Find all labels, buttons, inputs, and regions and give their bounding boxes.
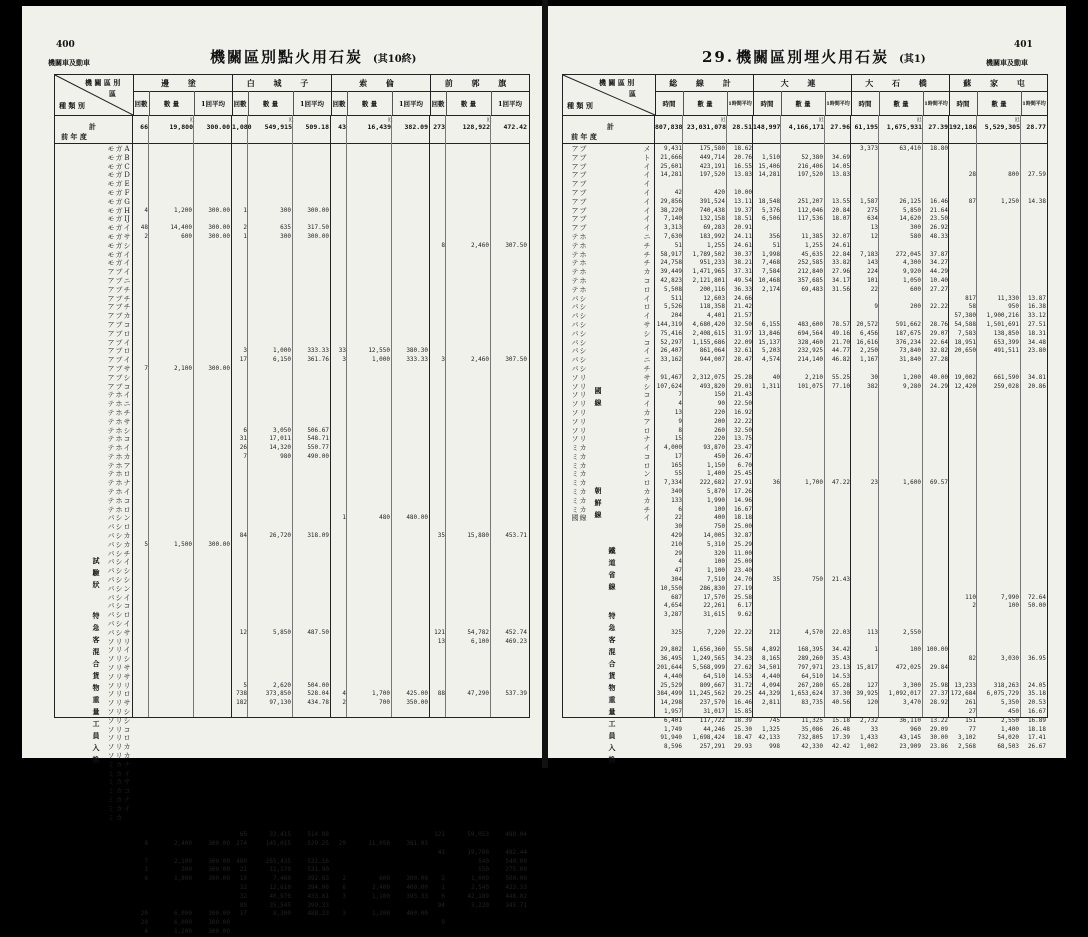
left-g3-sub-count: 回數: [430, 91, 447, 115]
right-g2-sub-qty: 數 量: [879, 91, 924, 115]
left-g2-sub-avg: 1回平均: [398, 99, 424, 108]
left-corner-mid: 區: [109, 89, 116, 98]
left-group-2-name: 索 倫: [331, 75, 430, 92]
left-col-g2-qty: 12,550 1,000 480 1,700 700 11,050 600 2,400 1,180 1,200: [368, 347, 390, 918]
right-stub-col-3: メトイイイイイイイイニチチチカコロイロイサシコイニチサシコイカアロナイコロンロカカチイ: [643, 145, 651, 523]
right-total-g3-avg: 28.77: [1026, 123, 1046, 131]
right-g0-sub-avg: 1時間平均: [728, 100, 752, 107]
left-total-g2-count: 43: [338, 123, 346, 131]
right-category-label-0: 國 線: [594, 386, 602, 407]
left-total-label: 計: [89, 122, 96, 131]
left-total-g1-qty: 549,915: [264, 123, 292, 131]
right-col-g0-avg: 18.62 20.76 16.55 13.83 10.00 13.11 19.37 18.51 20.91 24.11 24.61 30.37 38.21 37.31 49.54 36.33 24.66 21.42 21.57 32.50 31.97 22.09 32.61 28.47 25.28 29.01 21.43 22.50 16.92 22.22 32.50 13.75 23.47 26.47 6.70 25.45 27.91 17.26 14.96 16.67 18.18 25.00 32.87 25.29 11.00 25.00 23.40 24.70 27.19 25.58 6.17 9.62 22.22 55.58 34.23 27.62 14.53 31.72 29.25 16.46 15.85 18.39 25.30 18.47 29.93: [733, 145, 752, 751]
right-col-g2-qty: 63,410 26,125 5,850 14,620 300 580 272,045 4,300 9,920 1,050 600 200 591,662 187,675 376,234 73,840 31,840 1,200 9,280 1,600 2,550 100 472,025 3,300 1,092,017 3,470 36,110 960 43,145 23,909: [888, 145, 921, 751]
left-g1-sub-count: 回數: [232, 91, 249, 115]
left-total-g3-avg: 472.42: [503, 123, 527, 131]
right-col-g1-avg: 34.69 14.05 13.83 13.55 20.84 18.07 32.07 24.61 22.84 33.82 27.96 34.17 31.56 78.57 49.16 21.70 44.77 46.82 55.25 77.10 47.22 21.43 22.03 34.42 35.43 23.13 14.53 65.28 37.30 40.56 15.18 26.48 17.39 42.42: [831, 153, 850, 751]
left-stub-col-1: モモモモモモモモモモモモモモアアアアアアアアアアアアアアテテテテテテテテテテテテテテパパパパパパパパパパパパパパソソソソソソソソソソソソソソミミミミミミミ: [107, 145, 115, 822]
right-g0-sub-time: 時間: [655, 91, 684, 115]
right-group-0-name: 総 線 計: [655, 75, 753, 92]
right-prev-year-label: 前 年 度: [571, 132, 597, 141]
right-page-title: [702, 46, 926, 67]
right-total-g3-qty: 5,529,305: [984, 123, 1020, 131]
right-col-g1-time: 1,510 15,406 14,281 18,548 5,376 6,506 356 51 1,998 7,468 7,584 10,468 2,174 6,155 13,846 15,137 5,203 4,574 40 1,311 36 35 212 4,892 8,165 34,501 4,440 4,094 44,329 2,811 745 1,325 42,133 998: [758, 153, 780, 751]
left-group-2: [331, 75, 431, 115]
left-data-table: [54, 74, 530, 935]
left-g3-sub-qty: 數 量: [446, 91, 492, 115]
left-total-g3-qty: 128,922: [462, 123, 490, 131]
left-g0-sub-count: 回數: [133, 91, 150, 115]
left-group-1: [232, 75, 332, 115]
right-g1-sub-time: 時間: [753, 91, 782, 115]
left-col-g3-qty: 2,460 2,460 15,880 54,782 6,100 47,290 59,053 19,780 540 550 1,000 2,540 42,189 3,220: [467, 241, 489, 909]
right-group-1-name: 大 連: [753, 75, 851, 92]
right-total-g1-qty: 4,166,171: [788, 123, 824, 131]
right-title-text: 機關區別埋火用石炭: [736, 48, 890, 66]
left-total-g0-qty: 19,800: [169, 123, 193, 131]
right-corner-bottom: 種 類 別: [567, 101, 593, 110]
right-unit-2: 瓩: [917, 118, 922, 123]
right-corner-mid: 區: [629, 89, 636, 98]
left-header-corner: [55, 75, 134, 115]
right-g1-sub-avg: 1時間平均: [826, 100, 850, 107]
left-table-header: [55, 75, 529, 116]
right-col-g0-time: 9,431 21,666 25,601 14,281 42 29,856 38,220 7,140 3,313 7,630 51 58,917 24,758 39,449 42,823 5,508 511 5,526 204 144,319 75,416 52,297 26,407 33,162 91,467 107,624 7 4 13 9 8 15 4,000 17 165 55 7,334 340 133 6 22 30 429 210 29 4 47 304 10,550 687 4,654 3,287 325 29,802 36,495 201,644 4,440 25,529 384,499 14,298 1,957 6,401 1,749 91,940 8,596: [656, 145, 682, 751]
left-col-g2-avg: 380.30 333.33 480.00 425.00 350.00 381.03 300.00 400.00 393.33 400.00: [406, 347, 428, 918]
right-g3-sub-time: 時間: [949, 91, 978, 115]
left-total-g1-count: 1,080: [232, 123, 252, 131]
right-group-1: [753, 75, 852, 115]
right-data-table: [562, 74, 1048, 764]
left-title-subtitle: (其10終): [373, 54, 417, 65]
right-group-2: [851, 75, 950, 115]
left-category-label-0: 試 驗 狀: [92, 556, 100, 589]
right-col-g0-qty: 175,580 449,714 423,191 197,520 420 391,524 740,438 132,158 69,283 183,992 1,255 1,789,502 951,233 1,471,965 2,121,801 200,116 12,603 118,358 4,401 4,680,420 2,408,615 1,155,686 861,064 944,007 2,312,075 493,820 150 90 220 200 260 220 93,870 450 1,150 1,400 222,682 5,870 1,990 100 400 750 14,005 5,310 320 100 1,100 7,510 286,830 17,570 22,261 31,615 7,220 1,656,360 1,249,565 5,568,999 64,510 809,667 11,245,562 237,570 31,017 117,722 44,246 1,698,424 257,291: [688, 145, 725, 751]
left-group-1-name: 白 城 子: [232, 75, 331, 92]
right-category-label-2: 鐵 道 省 線: [608, 546, 616, 591]
right-page: [548, 6, 1066, 764]
left-corner-bottom: 種 類 別: [59, 101, 85, 110]
right-col-g2-time: 3,373 1,587 275 634 13 12 7,183 143 224 101 22 9 20,572 6,456 16,616 2,250 1,167 30 382 23 113 1 15,817 127 39,925 120 2,732 33 1,433 1,002: [856, 145, 878, 751]
right-col-g2-avg: 18.80 16.46 21.64 23.50 26.92 48.33 37.87 34.27 44.29 10.40 27.27 22.22 28.76 29.07 22.64 32.82 27.28 40.00 24.29 69.57 100.00 29.84 25.98 27.37 28.92 13.22 29.09 30.00 23.86: [926, 145, 948, 751]
left-prev-year-label: 前 年 度: [61, 132, 87, 141]
right-total-label: 計: [607, 122, 614, 131]
right-page-number: 401: [1014, 40, 1033, 50]
right-title-number: 29.: [702, 48, 735, 66]
left-page-title: [210, 46, 416, 67]
right-col-g3-avg: 27.59 14.38 13.87 16.38 33.12 27.51 18.31 34.48 23.80 34.81 20.86 72.64 50.00 36.95 24.05 35.18 20.53 16.67 16.89 18.18 17.41 26.67: [1027, 171, 1046, 751]
right-total-g2-qty: 1,675,931: [886, 123, 922, 131]
left-page-number: 400: [56, 40, 75, 50]
right-total-g2-avg: 27.39: [928, 123, 948, 131]
right-total-g0-avg: 28.51: [732, 123, 752, 131]
left-stub-col-3: ABCDEFGHIJイサシイイイニチチチカコロイロイサシコイニチサシコイカアロナイコロンロカカチイシシンイコロイサリイシササリロサシシコロカカナイサコナイ: [123, 145, 131, 813]
left-col-g0-count: 4 48 2 7 5 8 7 1 6 20 20 4: [140, 206, 148, 935]
left-group-3: [430, 75, 529, 115]
right-total-g2-time: 61,195: [854, 123, 878, 131]
left-col-g1-count: 1 2 1 3 17 6 31 26 7 84 12 5 738 182 65 274 480 21 19 32 32 89 17: [236, 206, 247, 918]
right-total-g1-avg: 27.96: [830, 123, 850, 131]
right-total-g0-time: 807,838: [655, 123, 683, 131]
left-col-g1-avg: 300.00 317.50 300.00 333.33 361.76 506.67 548.71 550.77 490.00 318.09 487.50 504.00 528.04 434.78 514.08 529.25 532.16 531.90 392.63 394.06 433.61 399.33 488.23: [307, 206, 329, 918]
left-col-g0-qty: 1,200 14,400 600 2,100 1,500 2,400 2,100 300 1,800 6,000 6,000 1,200: [170, 206, 192, 935]
left-unit-2: 瓩: [388, 118, 393, 123]
right-category-label-3: 特 急 客 混 合 貨 物 重 量 工 員 入 換: [608, 611, 616, 764]
left-g1-sub-avg: 1回平均: [299, 99, 325, 108]
right-g2-sub-avg: 1時間平均: [924, 100, 948, 107]
right-g3-sub-qty: 數 量: [977, 91, 1022, 115]
right-total-g3-time: 192,186: [949, 123, 977, 131]
left-col-g3-count: 8 3 35 121 13 88 121 41 2 1 6 94 9: [434, 241, 445, 927]
left-group-0: [133, 75, 233, 115]
right-g2-sub-time: 時間: [851, 91, 880, 115]
left-g3-sub-avg: 1回平均: [497, 99, 523, 108]
right-col-g3-time: 28 87 817 58 57,380 54,588 7,583 18,951 20,650 19,002 12,420 110 2 82 13,233 172,684 261 27 151 77 3,102 2,568: [950, 171, 976, 751]
right-g3-sub-avg: 1時間平均: [1022, 100, 1046, 107]
right-group-2-name: 大 石 橋: [851, 75, 949, 92]
left-total-g2-qty: 16,439: [367, 123, 391, 131]
right-unit-1: 瓩: [819, 118, 824, 123]
left-col-g2-count: 33 3 1 4 2 29 2 6 3 3: [338, 347, 346, 918]
right-col-g1-qty: 52,380 216,406 197,520 251,207 112,046 117,536 11,385 1,255 45,635 252,585 212,840 357,685 69,483 483,600 694,564 328,460 232,925 214,140 2,210 101,075 1,700 750 4,570 168,395 289,260 797,971 64,510 267,280 1,653,624 83,735 11,325 35,086 732,805 42,330: [790, 153, 823, 751]
right-unit-0: 瓩: [721, 118, 726, 123]
left-col-g0-avg: 300.00 300.00 300.00 300.00 300.00 300.00 300.00 300.00 300.00 300.00 300.00 300.00: [208, 206, 230, 935]
left-unit-1: 瓩: [289, 118, 294, 123]
right-total-g1-time: 148,997: [753, 123, 781, 131]
left-g2-sub-count: 回數: [331, 91, 348, 115]
left-group-3-name: 前 郭 旗: [430, 75, 529, 92]
right-group-3-name: 蘇 家 屯: [949, 75, 1047, 92]
left-g0-sub-qty: 數 量: [149, 91, 195, 115]
right-title-subtitle: (其1): [899, 54, 926, 65]
left-col-g1-qty: 300 635 300 1,000 6,150 3,050 17,011 14,320 980 26,720 5,850 2,620 373,850 97,130 33,415 145,015 255,435 11,170 7,460 12,610 40,970 35,545 8,300: [265, 206, 291, 918]
right-table-header: [563, 75, 1047, 116]
left-col-g3-avg: 307.50 307.50 453.71 452.74 469.23 537.39 488.04 482.44 540.00 275.00 500.00 423.33 448.82 345.71: [505, 241, 527, 909]
right-group-0: [655, 75, 754, 115]
right-group-3: [949, 75, 1047, 115]
right-total-row: [563, 119, 1047, 144]
right-total-g0-qty: 23,031,078: [686, 123, 726, 131]
left-g0-sub-avg: 1回平均: [200, 99, 226, 108]
left-stub-col-2: ガガガガガガガガガガガガガガブブブブブブブブブブブブブブホホホホホホホホホホホホホホシシシシシシシシシシシシシシリリリリリリリリリリリリリリカカカカカカカ: [115, 145, 123, 822]
left-title-text: 機關區別點火用石炭: [210, 48, 364, 66]
right-col-g3-qty: 800 1,250 11,330 950 1,900,216 1,501,691 138,850 653,399 491,511 661,590 259,028 7,990 100 3,030 318,263 6,075,729 5,350 450 2,550 1,400 54,020 68,503: [986, 171, 1019, 751]
right-stub-col-1: アアアアアアアアアアテテテテテテテパパパパパパパパパソソソソソソソソミミミミミミミミ國: [571, 145, 579, 523]
left-total-g0-avg: 300.00: [206, 123, 230, 131]
right-stub-col-2: ブブブブブブブブブブホホホホホホホシシシシシシシシシリリリリリリリリカカカカカカカカ線: [579, 145, 587, 523]
right-section-label: 機關車及動車: [986, 58, 1028, 67]
right-corner-top: 機 關 區 別: [599, 78, 635, 87]
left-g1-sub-qty: 數 量: [248, 91, 294, 115]
left-unit-0: 瓩: [190, 118, 195, 123]
right-g0-sub-qty: 數 量: [683, 91, 728, 115]
right-unit-3: 瓩: [1015, 118, 1020, 123]
left-category-label-1: 特 急 客 混 合 貨 物 重 量 工 員 入 換: [92, 611, 100, 764]
left-total-g2-avg: 382.09: [404, 123, 428, 131]
left-group-0-name: 邊 塗: [133, 75, 232, 92]
right-header-corner: [563, 75, 656, 115]
right-g1-sub-qty: 數 量: [781, 91, 826, 115]
left-corner-top: 機 關 區 別: [85, 78, 121, 87]
left-g2-sub-qty: 數 量: [347, 91, 393, 115]
left-page: [22, 6, 542, 935]
left-section-label: 機關車及動車: [48, 58, 90, 67]
left-total-g3-count: 273: [433, 123, 445, 131]
right-category-label-1: 朝 鮮 線: [594, 486, 602, 519]
left-total-g0-count: 66: [140, 123, 148, 131]
left-total-g1-avg: 509.18: [305, 123, 329, 131]
left-unit-3: 瓩: [487, 118, 492, 123]
